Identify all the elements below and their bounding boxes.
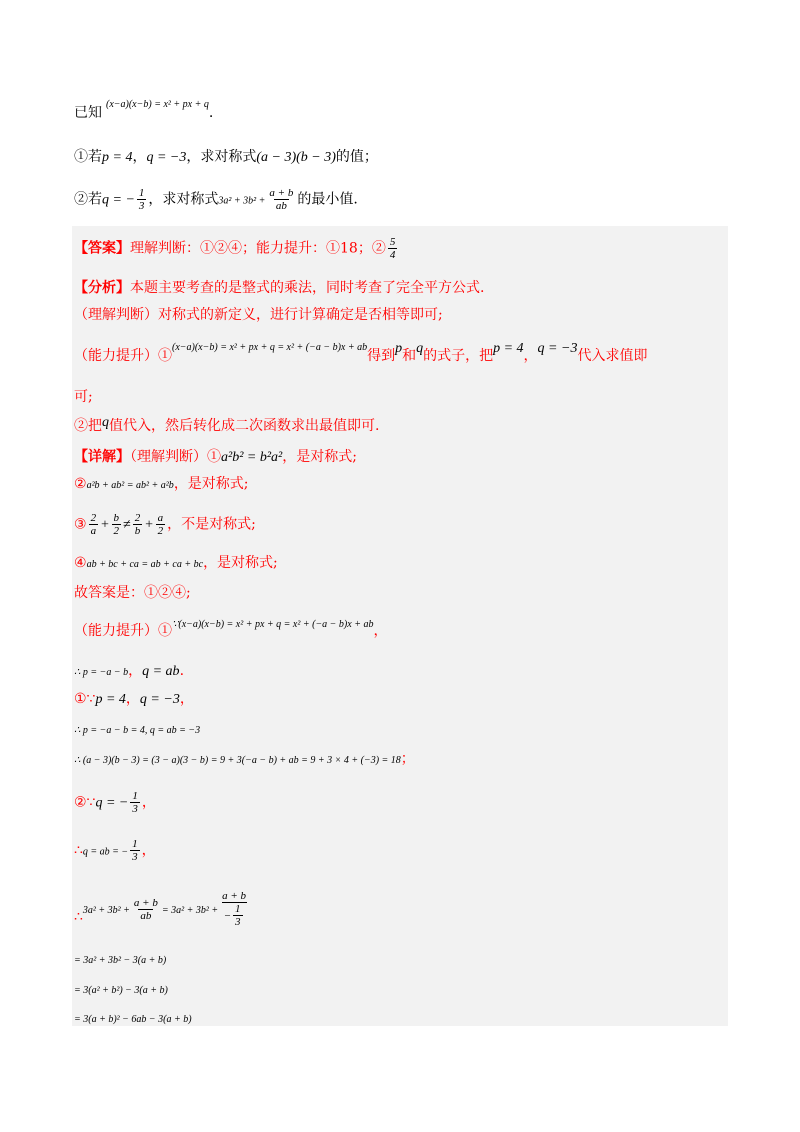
detail-8-end: ， (179, 691, 194, 707)
detail-line-12 (74, 838, 156, 863)
analysis-line-2: （理解判断）对称式的新定义，进行计算确定是否相等即可; (74, 307, 443, 323)
q2-mid: ，求对称式 (148, 191, 219, 208)
q1-p: p = 4 (102, 150, 133, 165)
detail-6-suffix: ， (373, 623, 388, 639)
detail-8-p: p = 4 (95, 692, 126, 707)
q2-expr-fraction (267, 187, 295, 212)
detail-2-formula: a²b + ab² = ab² + a²b (86, 480, 174, 491)
q2-q: q = − (102, 192, 135, 208)
detail-7-end: . (179, 663, 185, 679)
detail-11-prefix: ②∵ (74, 794, 96, 811)
analysis-3-b: 的式子，把 (423, 348, 494, 364)
detail-12-prefix: ∴ (74, 842, 83, 859)
detail-8-sep: ， (125, 691, 140, 707)
detail-7-formula: ∴ p = −a − b (74, 667, 129, 678)
detail-line-4 (74, 554, 278, 574)
analysis-text: 本题主要考查的是整式的乘法，同时考查了完全平方公式. (130, 280, 485, 296)
detail-line-6 (74, 619, 388, 642)
analysis-3-q: q (416, 341, 424, 356)
d13-f2-den-frac (233, 903, 243, 928)
q2-frac-den: 3 (138, 200, 145, 212)
detail-12-end: ， (141, 842, 156, 859)
answer-fraction (388, 236, 398, 261)
d3-f3-den: b (134, 525, 141, 537)
detail-3-prefix: ③ (74, 516, 87, 533)
q2-expr: 3a² + 3b² + (218, 195, 266, 207)
d11-den: 3 (132, 803, 138, 815)
analysis-line-1 (74, 279, 484, 297)
detail-10-formula: ∴ (a − 3)(b − 3) = (3 − a)(3 − b) = 9 + 3(−a − b) + ab = 9 + 3 × 4 + (−3) = 18 (74, 755, 401, 766)
d3-f1-den: a (90, 525, 97, 537)
d3-plus-1: + (100, 517, 110, 533)
detail-8-prefix: ①∵ (74, 691, 96, 707)
q2-expr-frac-den: ab (275, 200, 287, 212)
question-1 (74, 148, 378, 167)
q2-end: 的最小值. (297, 191, 358, 208)
detail-line-8 (74, 690, 194, 709)
detail-3-frac-1 (89, 512, 99, 537)
detail-line-11 (74, 790, 156, 815)
analysis-line-5 (74, 417, 379, 436)
detail-line-13 (74, 890, 250, 928)
detail-line-2 (74, 475, 249, 495)
detail-line-1 (74, 448, 357, 467)
detail-13-a: 3a² + 3b² + (82, 905, 130, 916)
detail-9-formula: ∴ p = −a − b = 4, q = ab = −3 (74, 725, 201, 736)
detail-11-q: q = − (95, 795, 129, 811)
answer-frac-num: 5 (389, 236, 396, 248)
analysis-3-p: p (395, 341, 403, 356)
answer-label: 【答案】 (74, 240, 130, 257)
detail-7-q: q = ab (142, 664, 180, 679)
detail-13-prefix: ∴ (74, 909, 83, 925)
analysis-3-prefix: （能力提升）① (74, 348, 172, 364)
detail-line-10 (74, 750, 415, 770)
detail-4-formula: ab + bc + ca = ab + ca + bc (86, 559, 204, 570)
detail-2-prefix: ② (74, 476, 87, 492)
detail-line-7 (74, 662, 184, 682)
detail-line-15 (74, 980, 168, 1000)
detail-3-suffix: ，不是对称式; (167, 516, 256, 533)
given-end: . (208, 105, 214, 121)
detail-8-q: q = −3 (139, 692, 180, 707)
answer-line (74, 236, 399, 261)
detail-3-frac-3 (133, 512, 143, 537)
detail-7-sep: ， (128, 663, 143, 679)
q1-expr: (a − 3)(b − 3) (256, 150, 336, 165)
given-prefix: 已知 (74, 105, 102, 121)
analysis-5-q: q (102, 415, 109, 430)
d11-num: 1 (132, 790, 138, 802)
given-line (74, 99, 214, 124)
detail-13-b: = 3a² + 3b² + (161, 905, 219, 916)
d12-den: 3 (132, 851, 138, 863)
detail-12-fraction (130, 838, 140, 863)
d12-num: 1 (132, 838, 138, 850)
detail-13-frac-2 (220, 890, 248, 928)
d13-f2-den-den: 3 (235, 916, 241, 928)
detail-10-end: ； (400, 751, 415, 767)
d3-f1-num: 2 (90, 512, 97, 524)
detail-4-suffix: ，是对称式; (203, 555, 278, 571)
d13-f2-den-sign: − (223, 909, 232, 922)
detail-14-formula: = 3a² + 3b² − 3(a + b) (74, 955, 167, 966)
analysis-line-3 (74, 341, 648, 367)
detail-label: 【详解】 (74, 449, 130, 465)
detail-line-3 (74, 512, 256, 537)
question-2 (74, 187, 358, 212)
detail-1-suffix: ，是对称式; (282, 449, 357, 465)
analysis-5-b: 值代入，然后转化成二次函数求出最值即可. (109, 418, 380, 434)
detail-2-suffix: ，是对称式; (173, 476, 249, 492)
q1-sep: ， (132, 149, 147, 165)
detail-1-formula: a²b² = b²a² (221, 450, 283, 465)
analysis-3-formula: (x−a)(x−b) = x² + px + q = x² + (−a − b)x + ab (172, 342, 368, 353)
analysis-5-a: ②把 (74, 418, 102, 434)
detail-3-frac-2 (112, 512, 122, 537)
q2-expr-frac-num: a + b (269, 187, 294, 199)
detail-15-formula: = 3(a² + b²) − 3(a + b) (74, 985, 168, 996)
analysis-3-qval: q = −3 (537, 341, 578, 356)
detail-16-formula: = 3(a + b)² − 6ab − 3(a + b) (74, 1014, 192, 1025)
d13-f2-num: a + b (222, 890, 247, 902)
d13-f2-den (222, 902, 247, 928)
d3-plus-2: + (144, 517, 154, 533)
detail-12-q: q = ab = − (82, 846, 129, 858)
d3-f2-num: b (113, 512, 120, 524)
analysis-3-a: 得到 (367, 348, 396, 364)
detail-line-9 (74, 720, 200, 740)
q1-mid: ，求对称式 (186, 149, 257, 165)
analysis-3-c: 代入求值即 (577, 348, 648, 364)
detail-line-14 (74, 950, 166, 970)
detail-6-formula: ∵(x−a)(x−b) = x² + px + q = x² + (−a − b)x + ab (172, 619, 374, 630)
d13-f1-den: ab (140, 909, 152, 922)
given-formula: (x−a)(x−b) = x² + px + q (106, 99, 209, 110)
d13-f2-den-num: 1 (235, 903, 241, 915)
analysis-line-4: 可; (74, 389, 93, 405)
detail-3-frac-4 (156, 512, 166, 537)
q2-frac-num: 1 (138, 187, 145, 199)
analysis-3-and: 和 (402, 348, 417, 364)
q1-marker: ①若 (74, 149, 102, 165)
q1-q: q = −3 (146, 150, 187, 165)
d3-neq: ≠ (123, 517, 131, 533)
d3-f2-den: 2 (113, 525, 120, 537)
analysis-label: 【分析】 (74, 280, 130, 296)
detail-11-end: ， (141, 794, 156, 811)
answer-text: 理解判断：①②④；能力提升：①18；② (130, 240, 386, 257)
d13-f1-num: a + b (133, 896, 158, 909)
q2-marker: ②若 (74, 191, 102, 208)
analysis-3-comma: ， (523, 348, 538, 364)
q1-end: 的值； (335, 149, 378, 165)
detail-line-5: 故答案是：①②④; (74, 585, 191, 601)
d3-f4-num: a (157, 512, 164, 524)
q2-fraction (137, 187, 147, 212)
detail-11-fraction (130, 790, 140, 815)
detail-1-prefix: （理解判断）① (130, 449, 221, 465)
d3-f3-num: 2 (134, 512, 141, 524)
detail-line-16 (74, 1009, 192, 1029)
detail-4-prefix: ④ (74, 555, 87, 571)
analysis-3-pval: p = 4 (493, 341, 524, 356)
detail-13-frac-1 (132, 897, 160, 922)
d3-f4-den: 2 (157, 525, 164, 537)
detail-6-prefix: （能力提升）① (74, 623, 172, 639)
answer-frac-den: 4 (389, 249, 396, 261)
